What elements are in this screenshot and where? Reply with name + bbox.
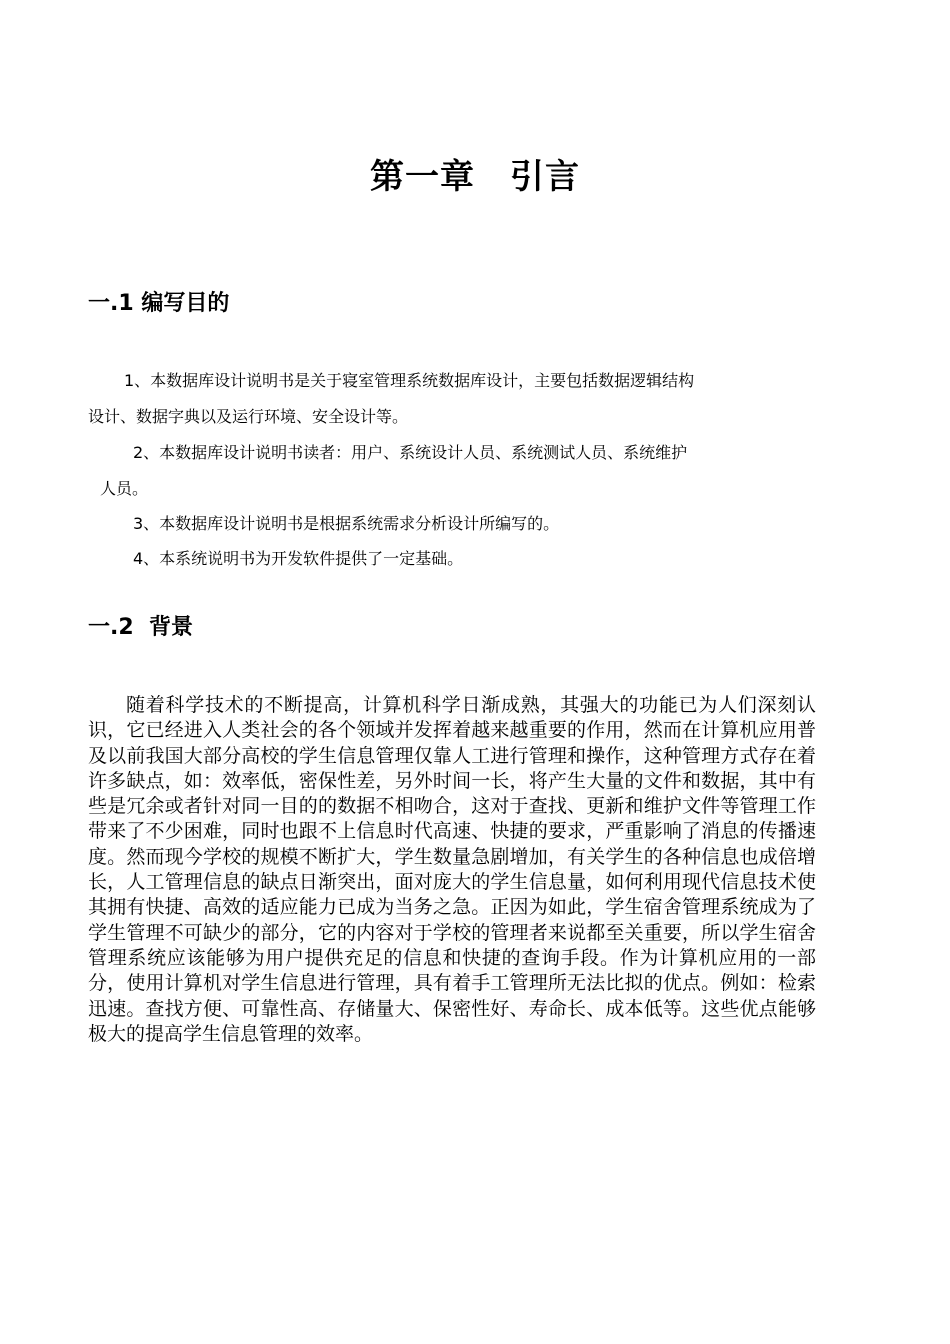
section-heading-purpose: 一.1 编写目的 [88,291,230,316]
purpose-item-3: 3、本数据库设计说明书是根据系统需求分析设计所编写的。 [133,514,560,533]
purpose-item-2: 2、本数据库设计说明书读者：用户、系统设计人员、系统测试人员、系统维护 [133,443,688,462]
purpose-item-1-continued: 设计、数据字典以及运行环境、安全设计等。 [88,407,409,426]
purpose-item-1: 1、本数据库设计说明书是关于寝室管理系统数据库设计，主要包括数据逻辑结构 [124,371,695,390]
chapter-title: 第一章 引言 [370,157,580,197]
background-paragraph: 随着科学技术的不断提高，计算机科学日渐成熟，其强大的功能已为人们深刻认识，它已经进入人类社会的各个领域并发挥着越来越重要的作用，然而在计算机应用普及以前我国大部分高校的学生信息管理仅靠人工进行管理和操作，这种管理方式存在着许多缺点，如：效率低，密保性差，另外时间一长，将产生大量的文件和数据，其中有些是冗余或者针对同一目的的数据不相吻合，这对于查找、更新和维护文件等管理工作带来了不少困难，同时也跟不上信息时代高速、快捷的要求，严重影响了消息的传播速度。然而现今学校的规模不断扩大，学生数量急剧增加，有关学生的各种信息也成倍增长，人工管理信息的缺点日渐突出，面对庞大的学生信息量，如何利用现代信息技术使其拥有快捷、高效的适应能力已成为当务之急。正因为如此，学生宿舍管理系统成为了学生管理不可缺少的部分，它的内容对于学校的管理者来说都至关重要，所以学生宿舍管理系统应该能够为用户提供充足的信息和快捷的查询手段。作为计算机应用的一部分，使用计算机对学生信息进行管理，具有着手工管理所无法比拟的优点。例如：检索迅速。查找方便、可靠性高、存储量大、保密性好、寿命长、成本低等。这些优点能够极大的提高学生信息管理的效率。 [88,694,816,1045]
purpose-item-4: 4、本系统说明书为开发软件提供了一定基础。 [133,549,464,568]
section-heading-background: 一.2 背景 [88,615,193,640]
purpose-item-2-continued: 人员。 [100,479,149,498]
